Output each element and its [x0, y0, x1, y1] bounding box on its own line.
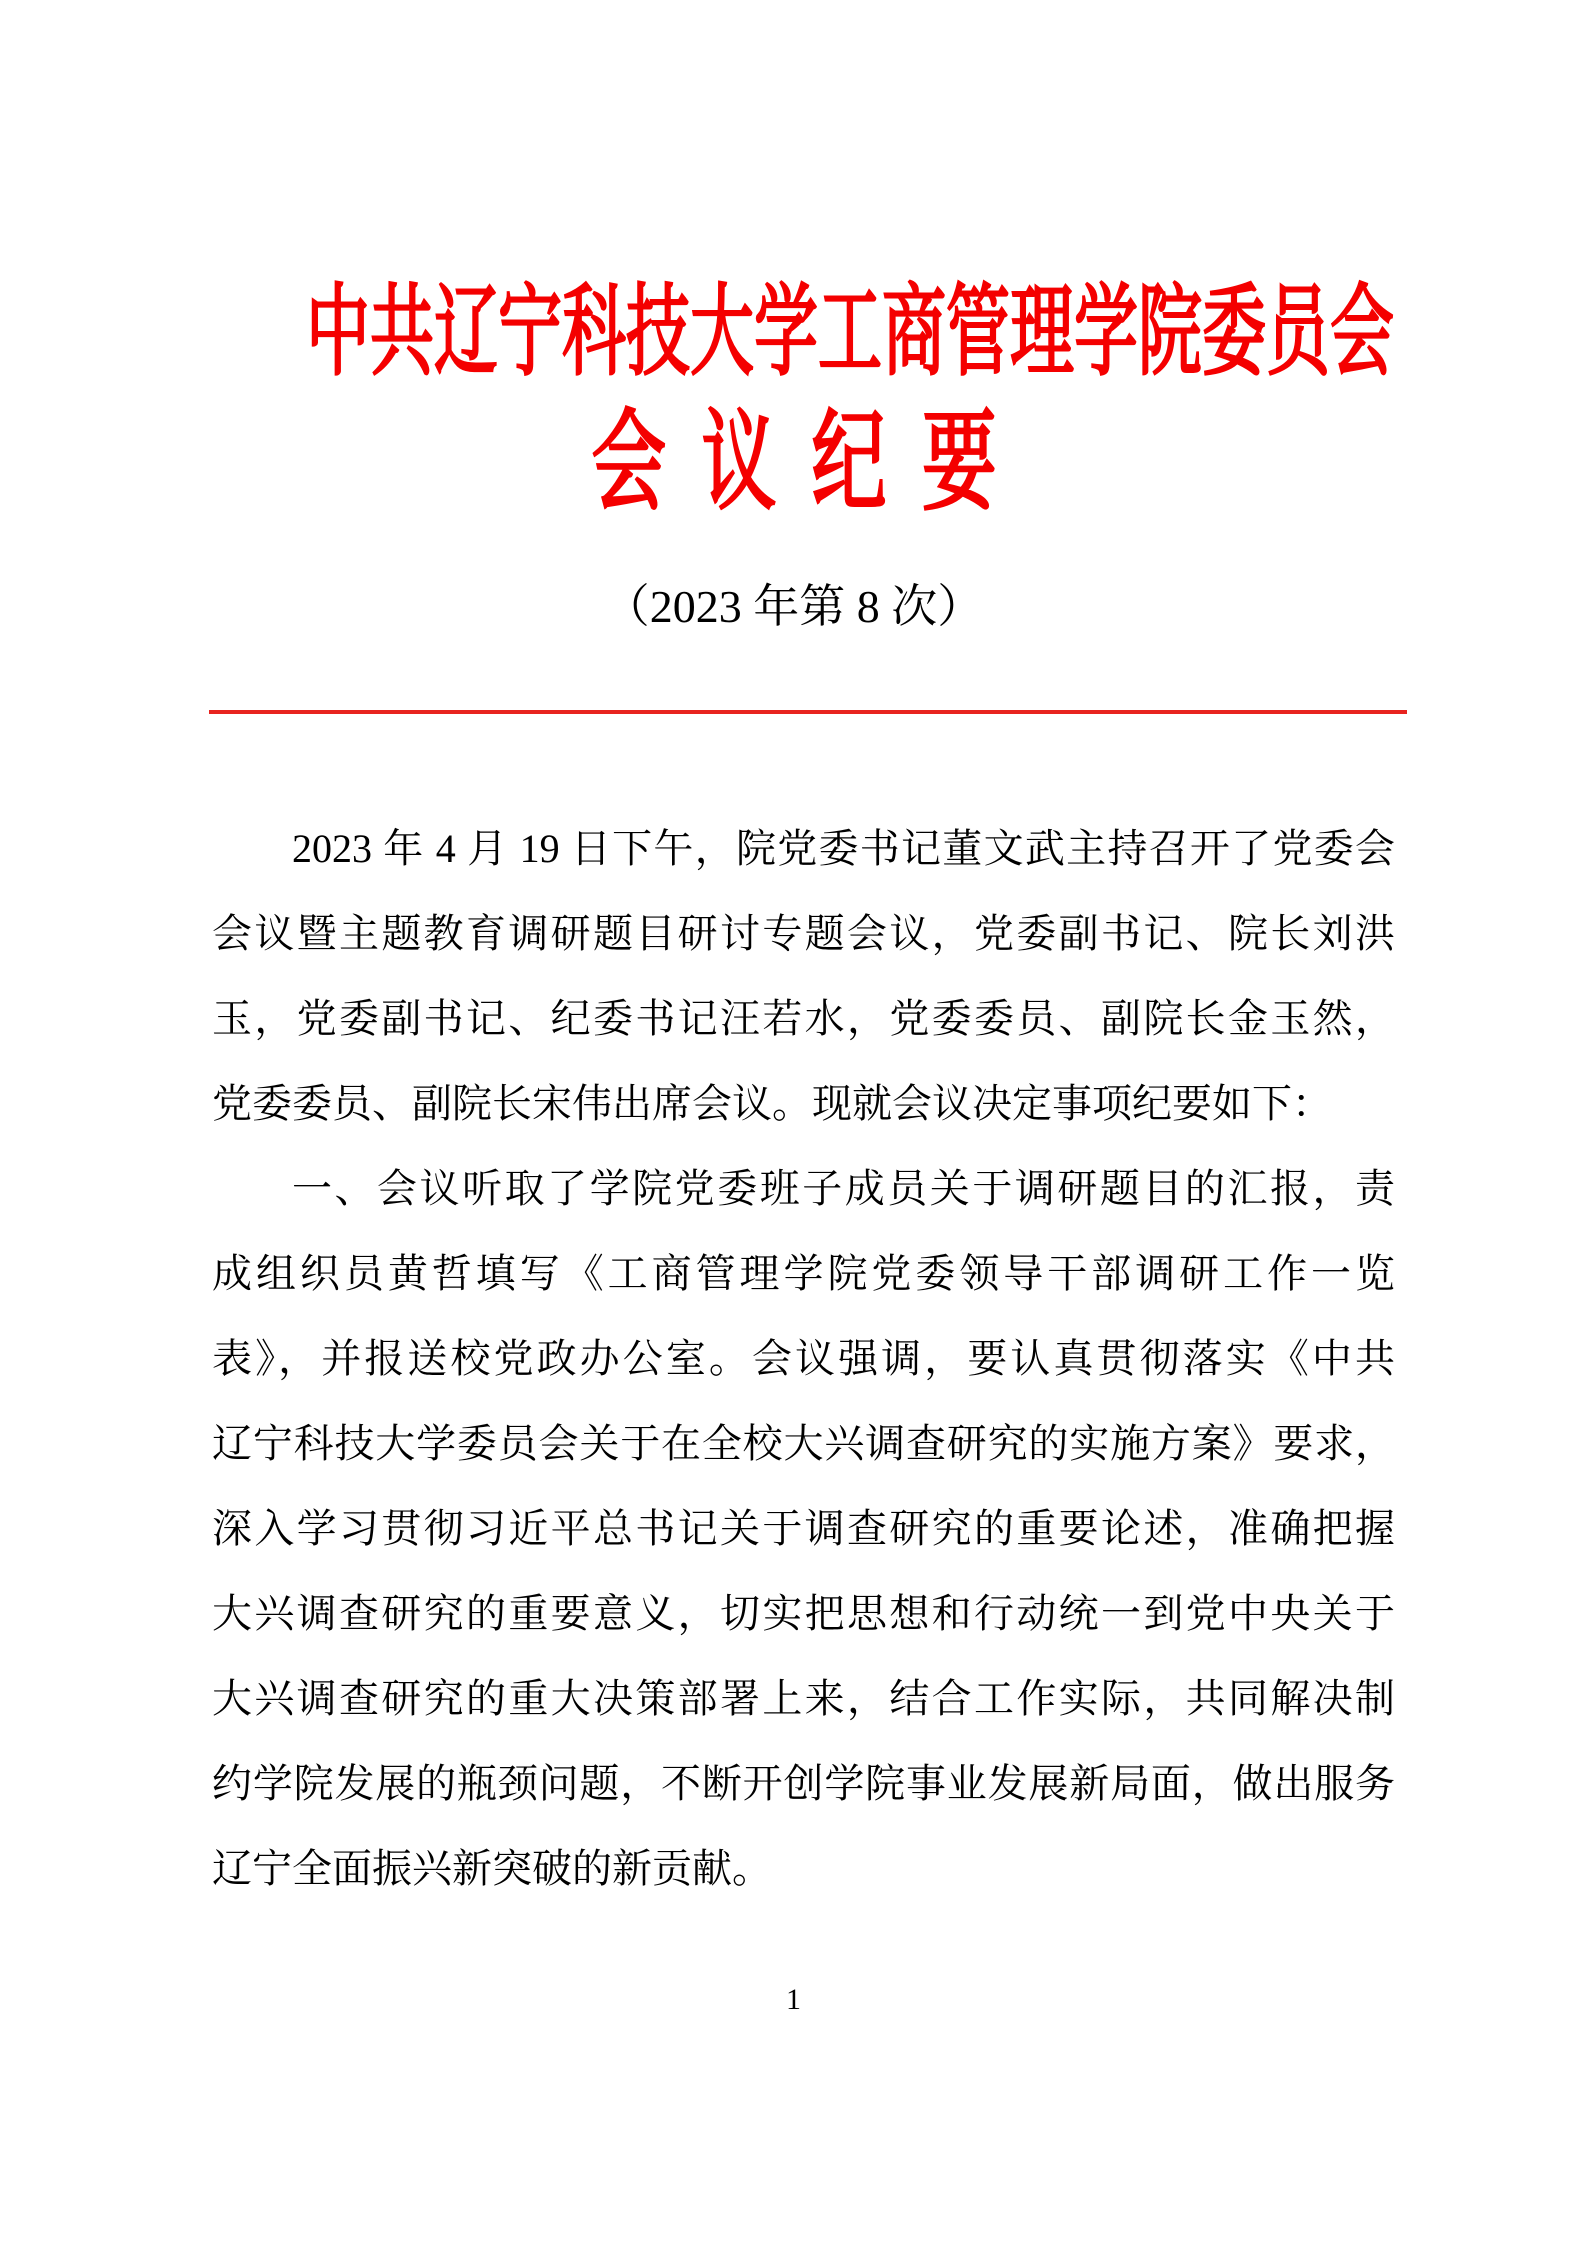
- committee-title: [0, 276, 1587, 388]
- body-line: 辽宁科技大学委员会关于在全校大兴调查研究的实施方案》要求，: [212, 1421, 1395, 1466]
- body-line: 成组织员黄哲填写《工商管理学院党委领导干部调研工作一览: [212, 1251, 1395, 1296]
- body-line: 表》，并报送校党政办公室。会议强调，要认真贯彻落实《中共: [212, 1336, 1395, 1381]
- document-type-text: 会议纪要: [590, 401, 1032, 524]
- issue-number: （2023 年第 8 次）: [603, 581, 984, 632]
- document-body: [212, 806, 1395, 1911]
- body-line: 2023 年 4 月 19 日下午，院党委书记董文武主持召开了党委会: [292, 826, 1395, 871]
- body-line: 玉，党委副书记、纪委书记汪若水，党委委员、副院长金玉然，: [212, 996, 1395, 1041]
- red-divider-rule: [209, 710, 1407, 714]
- committee-title-text: 中共辽宁科技大学工商管理学院委员会: [306, 276, 1394, 388]
- body-line: 约学院发展的瓶颈问题，不断开创学院事业发展新局面，做出服务: [212, 1761, 1395, 1806]
- body-line: 大兴调查研究的重要意义，切实把思想和行动统一到党中央关于: [212, 1591, 1395, 1636]
- page-number: 1: [786, 1983, 801, 2016]
- body-line: 深入学习贯彻习近平总书记关于调查研究的重要论述，准确把握: [212, 1506, 1395, 1551]
- body-line: 党委委员、副院长宋伟出席会议。现就会议决定事项纪要如下：: [212, 1081, 1332, 1126]
- body-line: 一、会议听取了学院党委班子成员关于调研题目的汇报，责: [292, 1166, 1395, 1211]
- body-line: 大兴调查研究的重大决策部署上来，结合工作实际，共同解决制: [212, 1676, 1395, 1721]
- body-line: 辽宁全面振兴新突破的新贡献。: [212, 1846, 772, 1891]
- document-type-title: [0, 401, 1587, 524]
- body-line: 会议暨主题教育调研题目研讨专题会议，党委副书记、院长刘洪: [212, 911, 1395, 956]
